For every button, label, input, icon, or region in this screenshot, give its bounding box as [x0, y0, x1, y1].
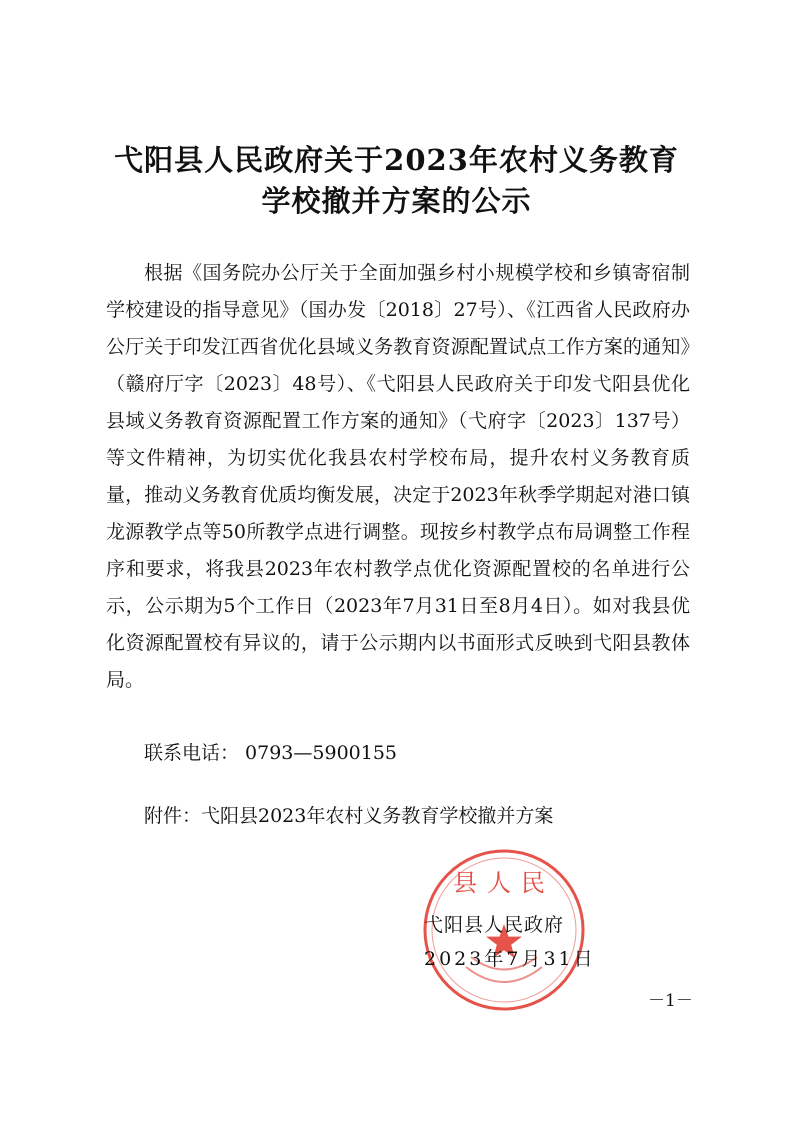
document-title-line-1: 弋阳县人民政府关于2023年农村义务教育 [114, 143, 679, 177]
contact-phone-line: 联系电话： 0793—5900155 [144, 742, 398, 764]
attachment-line: 附件：弋阳县2023年农村义务教育学校撤并方案 [144, 805, 554, 827]
signing-organization: 弋阳县人民政府 [424, 914, 565, 936]
page-number: －1－ [648, 991, 693, 1011]
seal-text: 县人民 [453, 869, 555, 897]
signing-date: 2023年7月31日 [424, 948, 596, 970]
document-title-line-2: 学校撤并方案的公示 [261, 184, 532, 218]
body-paragraph: 根据《国务院办公厅关于全面加强乡村小规模学校和乡镇寄宿制学校建设的指导意见》（国办发〔2018〕27号）、《江西省人民政府办公厅关于印发江西省优化县域义务教育资源配置试点工作方案的通知》（赣府厅字〔2023〕48号）、《弋阳县人民政府关于印发弋阳县优化县域义务教育资源配置工作方案的通知》（弋府字〔2023〕137号）等文件精神，为切实优化我县农村学校布局，提升农村义务教育质量，推动义务教育优质均衡发展，决定于2023年秋季学期起对港口镇龙源教学点等50所教学点进行调整。现按乡村教学点布局调整工作程序和要求，将我县2023年农村教学点优化资源配置校的名单进行公示，公示期为5个工作日（2023年7月31日至8月4日）。如对我县优化资源配置校有异议的，请于公示期内以书面形式反映到弋阳县教体局。 [106, 262, 690, 691]
